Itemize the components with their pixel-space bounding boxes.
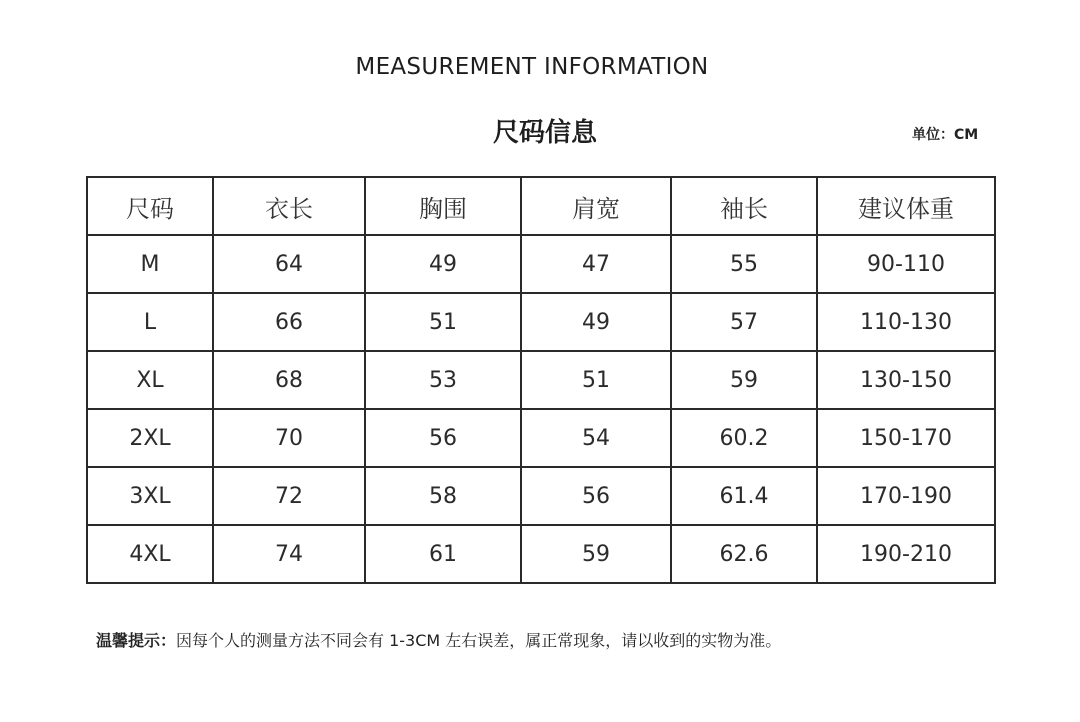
page-title-zh: 尺码信息: [492, 118, 597, 148]
table-cell: 90-110: [817, 235, 995, 293]
table-cell: M: [87, 235, 213, 293]
table-cell: 62.6: [671, 525, 817, 583]
table-row: [87, 525, 995, 583]
table-cell: 49: [365, 235, 521, 293]
table-cell: 68: [213, 351, 365, 409]
table-row: [87, 293, 995, 351]
table-row: [87, 409, 995, 467]
table-cell: XL: [87, 351, 213, 409]
table-cell: 3XL: [87, 467, 213, 525]
table-cell: 190-210: [817, 525, 995, 583]
table-cell: 56: [365, 409, 521, 467]
header-sleeve: 袖长: [671, 177, 817, 235]
table-row: [87, 235, 995, 293]
table-cell: 58: [365, 467, 521, 525]
table-cell: 49: [521, 293, 671, 351]
table-row: [87, 351, 995, 409]
table-cell: 66: [213, 293, 365, 351]
tip-label: 温馨提示：: [96, 631, 177, 650]
size-table: [86, 176, 996, 584]
table-cell: 51: [521, 351, 671, 409]
table-cell: 60.2: [671, 409, 817, 467]
table-cell: 170-190: [817, 467, 995, 525]
table-cell: 4XL: [87, 525, 213, 583]
table-cell: 51: [365, 293, 521, 351]
table-cell: 110-130: [817, 293, 995, 351]
table-cell: 64: [213, 235, 365, 293]
tip-text: 因每个人的测量方法不同会有 1-3CM 左右误差，属正常现象，请以收到的实物为准。: [176, 631, 782, 650]
tip-note: [96, 628, 781, 651]
header-shoulder: 肩宽: [521, 177, 671, 235]
table-cell: 54: [521, 409, 671, 467]
unit-label: 单位：CM: [912, 127, 979, 143]
table-cell: 59: [671, 351, 817, 409]
header-chest: 胸围: [365, 177, 521, 235]
table-cell: 47: [521, 235, 671, 293]
table-cell: 57: [671, 293, 817, 351]
header-size: 尺码: [87, 177, 213, 235]
table-row: [87, 467, 995, 525]
table-cell: 56: [521, 467, 671, 525]
table-cell: 2XL: [87, 409, 213, 467]
table-cell: 72: [213, 467, 365, 525]
table-cell: 55: [671, 235, 817, 293]
table-cell: 59: [521, 525, 671, 583]
header-length: 衣长: [213, 177, 365, 235]
table-cell: 70: [213, 409, 365, 467]
table-cell: 150-170: [817, 409, 995, 467]
table-cell: 61.4: [671, 467, 817, 525]
table-cell: L: [87, 293, 213, 351]
page-title-en: MEASUREMENT INFORMATION: [355, 54, 709, 80]
header-weight: 建议体重: [817, 177, 995, 235]
table-cell: 61: [365, 525, 521, 583]
table-header-row: [87, 177, 995, 235]
table-cell: 74: [213, 525, 365, 583]
table-cell: 53: [365, 351, 521, 409]
table-cell: 130-150: [817, 351, 995, 409]
